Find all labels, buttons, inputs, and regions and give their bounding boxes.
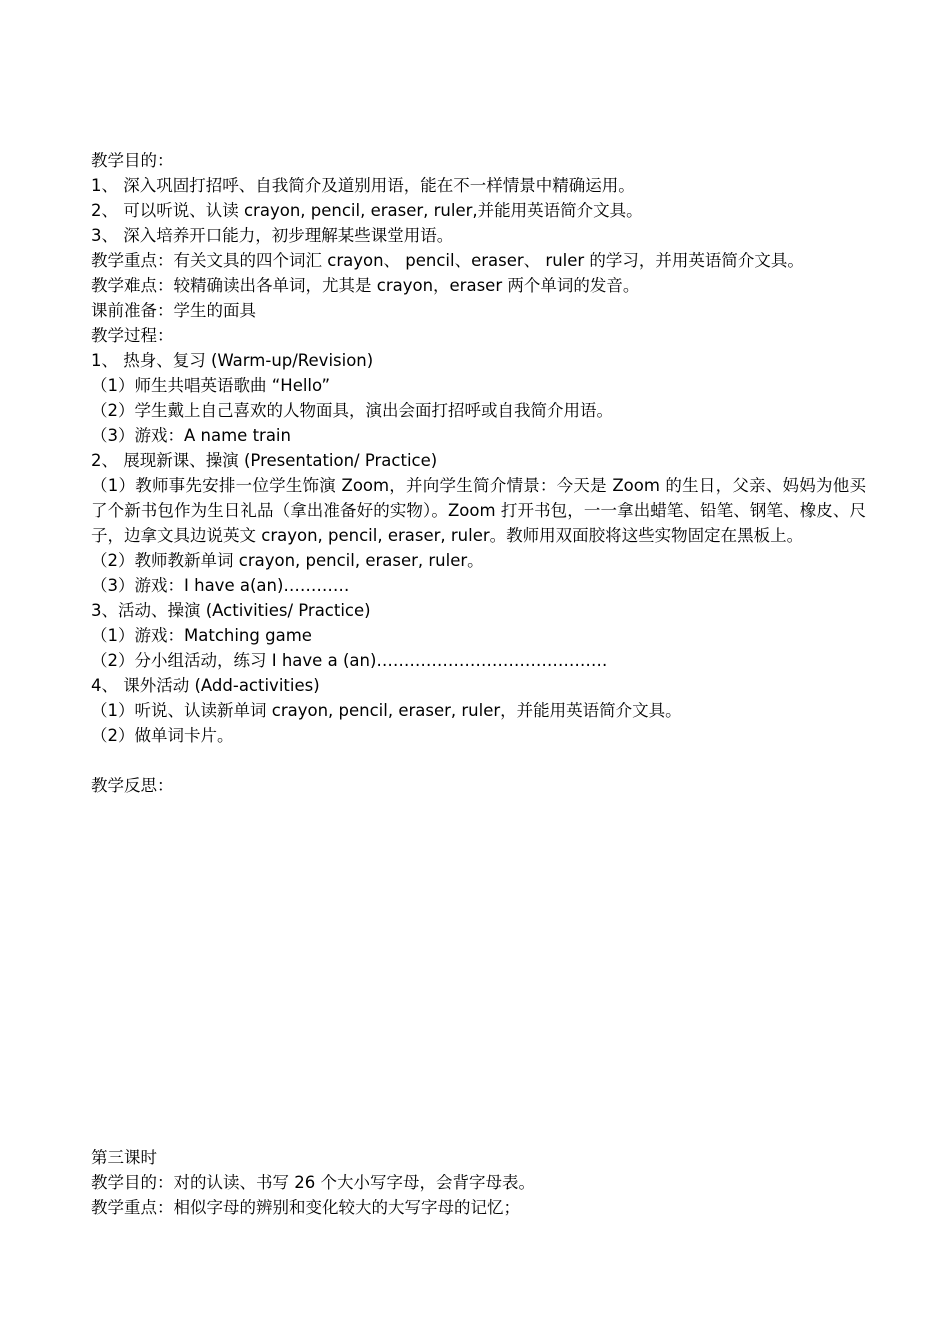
step-1-item-1: （1）师生共唱英语歌曲 “Hello”	[91, 376, 331, 395]
step-1-heading: 1、 热身、复习 (Warm-up/Revision)	[91, 351, 374, 370]
step-3-item-2: （2）分小组活动，练习 I have a (an)……………………………………	[91, 651, 608, 670]
key-point-line: 教学重点：有关文具的四个词汇 crayon、 pencil、eraser、 ruler 的学习，并用英语简介文具。	[91, 251, 804, 270]
third-lesson-key-point: 教学重点：相似字母的辨别和变化较大的大写字母的记忆；	[91, 1198, 520, 1217]
objective-item-2: 2、 可以听说、认读 crayon, pencil, eraser, ruler,并能用英语简介文具。	[91, 201, 643, 220]
third-lesson-objective: 教学目的：对的认读、书写 26 个大小写字母，会背字母表。	[91, 1173, 535, 1192]
spacer	[91, 748, 866, 773]
step-1-item-2: （2）学生戴上自己喜欢的人物面具，演出会面打招呼或自我简介用语。	[91, 401, 613, 420]
third-lesson-section	[91, 1145, 866, 1220]
step-4-item-1: （1）听说、认读新单词 crayon, pencil, eraser, ruler，并能用英语简介文具。	[91, 701, 682, 720]
reflection-heading: 教学反思：	[91, 776, 174, 795]
step-2-item-1: （1）教师事先安排一位学生饰演 Zoom，并向学生简介情景：今天是 Zoom 的生日，父亲、妈妈为他买了个新书包作为生日礼品（拿出准备好的实物）。Zoom 打开书包，一一拿出蜡笔、铅笔、钢笔、橡皮、尺子，边拿文具边说英文 crayon, pencil, eraser, ruler。教师用双面胶将这些实物固定在黑板上。	[91, 476, 866, 545]
step-2-item-3: （3）游戏：I have a(an)…………	[91, 576, 350, 595]
objective-heading: 教学目的：	[91, 151, 174, 170]
step-4-item-2: （2）做单词卡片。	[91, 726, 234, 745]
step-3-heading: 3、活动、操演 (Activities/ Practice)	[91, 601, 371, 620]
difficulty-line: 教学难点：较精确读出各单词，尤其是 crayon，eraser 两个单词的发音。	[91, 276, 640, 295]
step-2-item-2: （2）教师教新单词 crayon, pencil, eraser, ruler。	[91, 551, 484, 570]
step-2-heading: 2、 展现新课、操演 (Presentation/ Practice)	[91, 451, 438, 470]
preparation-line: 课前准备：学生的面具	[91, 301, 256, 320]
step-1-item-3: （3）游戏：A name train	[91, 426, 291, 445]
objective-item-3: 3、 深入培养开口能力，初步理解某些课堂用语。	[91, 226, 454, 245]
objective-item-1: 1、 深入巩固打招呼、自我简介及道别用语，能在不一样情景中精确运用。	[91, 176, 635, 195]
lesson-plan-section	[91, 148, 866, 798]
third-lesson-title: 第三课时	[91, 1148, 157, 1167]
step-4-heading: 4、 课外活动 (Add-activities)	[91, 676, 320, 695]
step-3-item-1: （1）游戏：Matching game	[91, 626, 312, 645]
process-heading: 教学过程：	[91, 326, 174, 345]
